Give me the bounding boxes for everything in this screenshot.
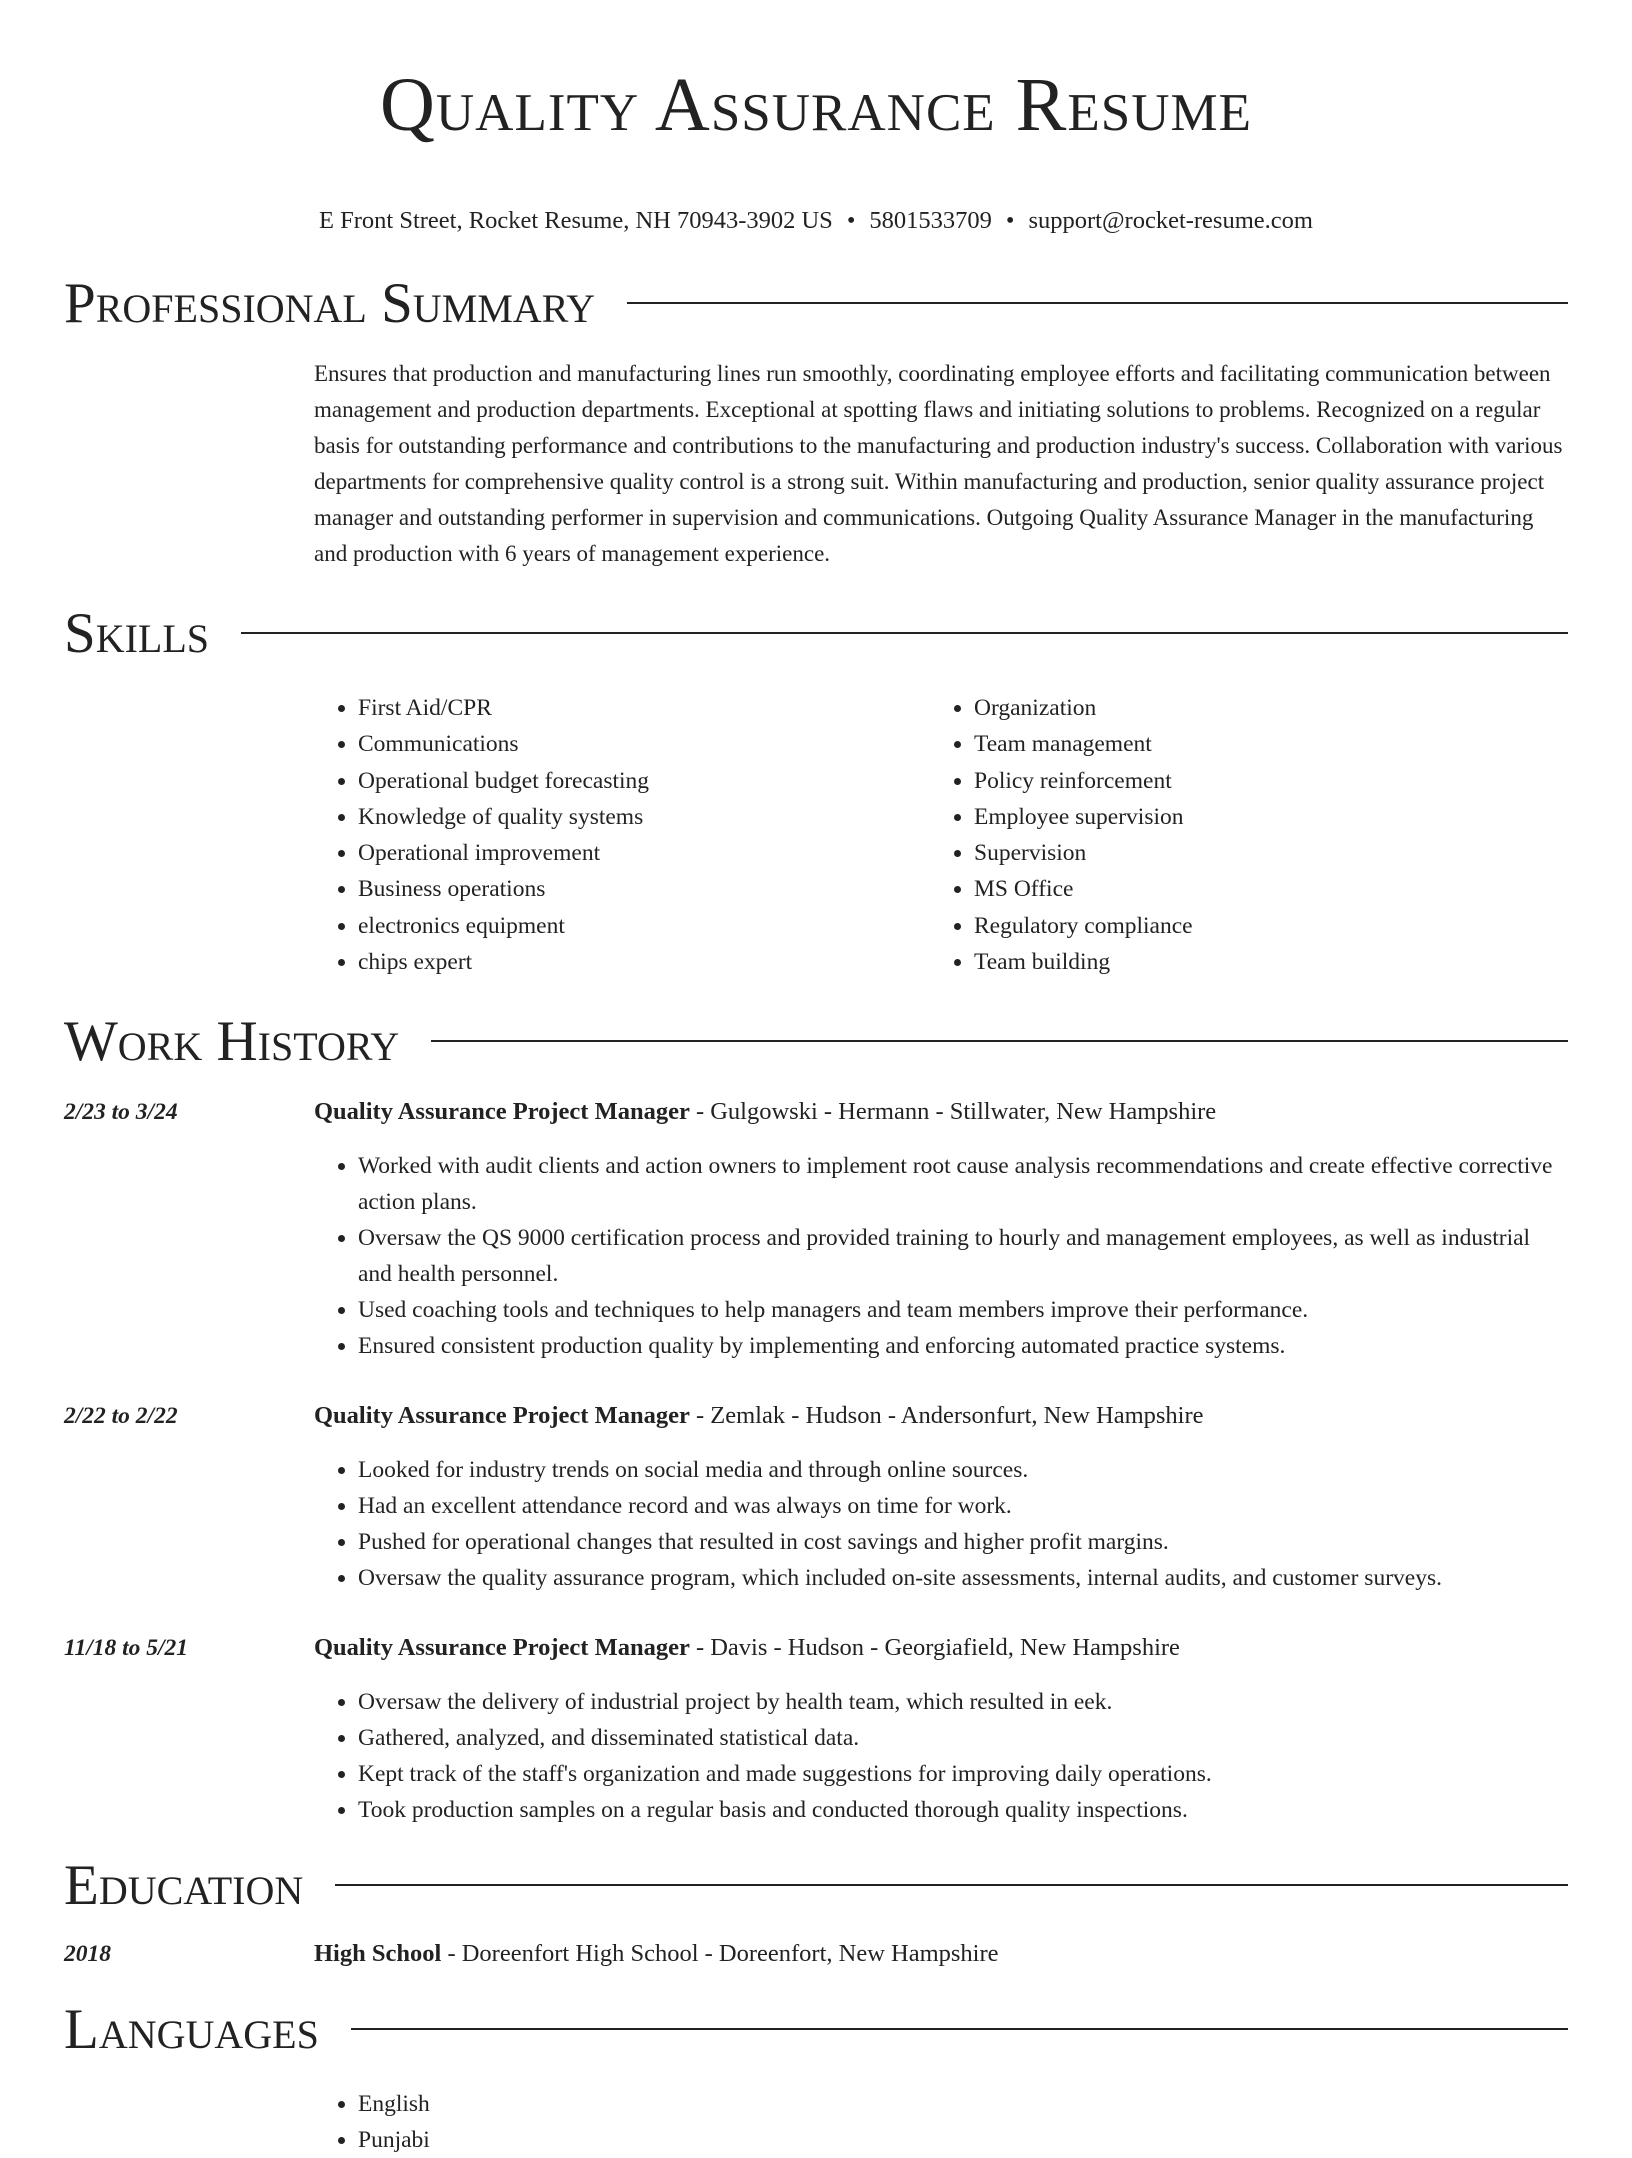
job-dates: 2/22 to 2/22 [64, 1403, 178, 1430]
job-entry [64, 1630, 1568, 1828]
job-bullet: • Took production samples on a regular basis and conducted thorough quality inspections. [358, 1792, 1568, 1828]
education-entry [64, 1936, 1568, 1972]
job-details [314, 1398, 1568, 1596]
skills-column-left [314, 690, 930, 980]
education-year: 2018 [64, 1941, 111, 1968]
job-details [314, 1630, 1568, 1828]
section-header-education [64, 1854, 1568, 1918]
job-company: - Gulgowski - Hermann - Stillwater, New Hampshire [689, 1098, 1217, 1126]
language-item: • Punjabi [358, 2122, 1568, 2158]
contact-line [64, 206, 1568, 236]
education-heading [314, 1936, 1568, 1972]
resume-page [64, 0, 1568, 2158]
section-divider [241, 632, 1568, 634]
job-entry [64, 1398, 1568, 1596]
job-dates: 11/18 to 5/21 [64, 1635, 189, 1662]
skill-item: • Business operations [358, 871, 930, 907]
job-heading [314, 1398, 1568, 1434]
job-title: Quality Assurance Project Manager [314, 1634, 690, 1662]
skill-item: • Policy reinforcement [974, 763, 1546, 799]
languages-bullets [314, 2086, 1568, 2158]
job-bullet: • Used coaching tools and techniques to help managers and team members improve their performance. [358, 1292, 1568, 1328]
section-title-languages: Languages [64, 1998, 319, 2062]
skill-item: • electronics equipment [358, 908, 930, 944]
section-header-summary [64, 272, 1568, 336]
job-bullet: • Oversaw the QS 9000 certification process and provided training to hourly and management employees, as well as industrial and health personnel. [358, 1220, 1568, 1292]
job-company: - Zemlak - Hudson - Andersonfurt, New Hampshire [689, 1402, 1204, 1430]
contact-address: E Front Street, Rocket Resume, NH 70943-3902 US [319, 207, 833, 234]
job-bullet: • Kept track of the staff's organization and made suggestions for improving daily operations. [358, 1756, 1568, 1792]
skill-item: • Knowledge of quality systems [358, 799, 930, 835]
job-bullets [314, 1452, 1568, 1596]
section-header-work-history [64, 1010, 1568, 1074]
education-degree: High School [314, 1940, 442, 1968]
skill-item: • Team building [974, 944, 1546, 980]
section-title-skills: Skills [64, 602, 210, 665]
contact-email: support@rocket-resume.com [1028, 207, 1313, 234]
job-bullet: • Oversaw the delivery of industrial project by health team, which resulted in eek. [358, 1684, 1568, 1720]
skill-item: • Supervision [974, 835, 1546, 871]
job-bullet: • Gathered, analyzed, and disseminated statistical data. [358, 1720, 1568, 1756]
job-entry [64, 1094, 1568, 1364]
skill-item: • Regulatory compliance [974, 908, 1546, 944]
job-dates: 2/23 to 3/24 [64, 1099, 178, 1126]
section-divider [335, 1884, 1568, 1886]
section-divider [431, 1040, 1568, 1042]
job-title: Quality Assurance Project Manager [314, 1402, 690, 1430]
job-bullet: • Worked with audit clients and action owners to implement root cause analysis recommendations and create effective corrective action plans. [358, 1148, 1568, 1220]
education-details [314, 1936, 1568, 1972]
job-bullet: • Looked for industry trends on social media and through online sources. [358, 1452, 1568, 1488]
job-title: Quality Assurance Project Manager [314, 1098, 690, 1126]
section-title-summary: Professional Summary [64, 272, 596, 335]
skill-item: • Organization [974, 690, 1546, 726]
section-title-work-history: Work History [64, 1010, 400, 1074]
section-title-education: Education [64, 1854, 304, 1918]
skill-item: • Team management [974, 726, 1546, 762]
language-item: • English [358, 2086, 1568, 2122]
skills-column-right [930, 690, 1546, 980]
job-heading [314, 1094, 1568, 1130]
contact-separator: • [1005, 207, 1015, 234]
job-bullet: • Oversaw the quality assurance program, which included on-site assessments, internal audits, and customer surveys. [358, 1560, 1568, 1596]
job-bullets [314, 1148, 1568, 1364]
section-header-skills [64, 602, 1568, 666]
skill-item: • MS Office [974, 871, 1546, 907]
resume-title: Quality Assurance Resume [380, 63, 1252, 147]
skill-item: • First Aid/CPR [358, 690, 930, 726]
job-bullet: • Ensured consistent production quality by implementing and enforcing automated practice systems. [358, 1328, 1568, 1364]
skill-item: • Employee supervision [974, 799, 1546, 835]
contact-separator: • [846, 207, 856, 234]
job-heading [314, 1630, 1568, 1666]
skill-item: • chips expert [358, 944, 930, 980]
skills-list [314, 690, 1568, 980]
section-divider [351, 2028, 1568, 2030]
languages-list [314, 2086, 1568, 2158]
education-school: - Doreenfort High School - Doreenfort, New Hampshire [441, 1940, 999, 1968]
job-company: - Davis - Hudson - Georgiafield, New Hampshire [689, 1634, 1180, 1662]
section-header-languages [64, 1998, 1568, 2062]
professional-summary: Ensures that production and manufacturing lines run smoothly, coordinating employee efforts and facilitating communication between management and production departments. Exceptional at spotting flaws and initiating solutions to problems. Recognized on a regular basis for outstanding performance and contributions to the manufacturing and production industry's success. Collaboration with various departments for comprehensive quality control is a strong suit. Within manufacturing and production, senior quality assurance project manager and outstanding performer in supervision and communications. Outgoing Quality Assurance Manager in the manufacturing and production with 6 years of management experience. [314, 361, 1563, 566]
skill-item: • Operational improvement [358, 835, 930, 871]
skill-item: • Communications [358, 726, 930, 762]
job-bullet: • Pushed for operational changes that resulted in cost savings and higher profit margins. [358, 1524, 1568, 1560]
skill-item: • Operational budget forecasting [358, 763, 930, 799]
contact-phone: 5801533709 [869, 207, 992, 234]
section-divider [627, 302, 1568, 304]
job-details [314, 1094, 1568, 1364]
job-bullets [314, 1684, 1568, 1828]
job-bullet: • Had an excellent attendance record and was always on time for work. [358, 1488, 1568, 1524]
